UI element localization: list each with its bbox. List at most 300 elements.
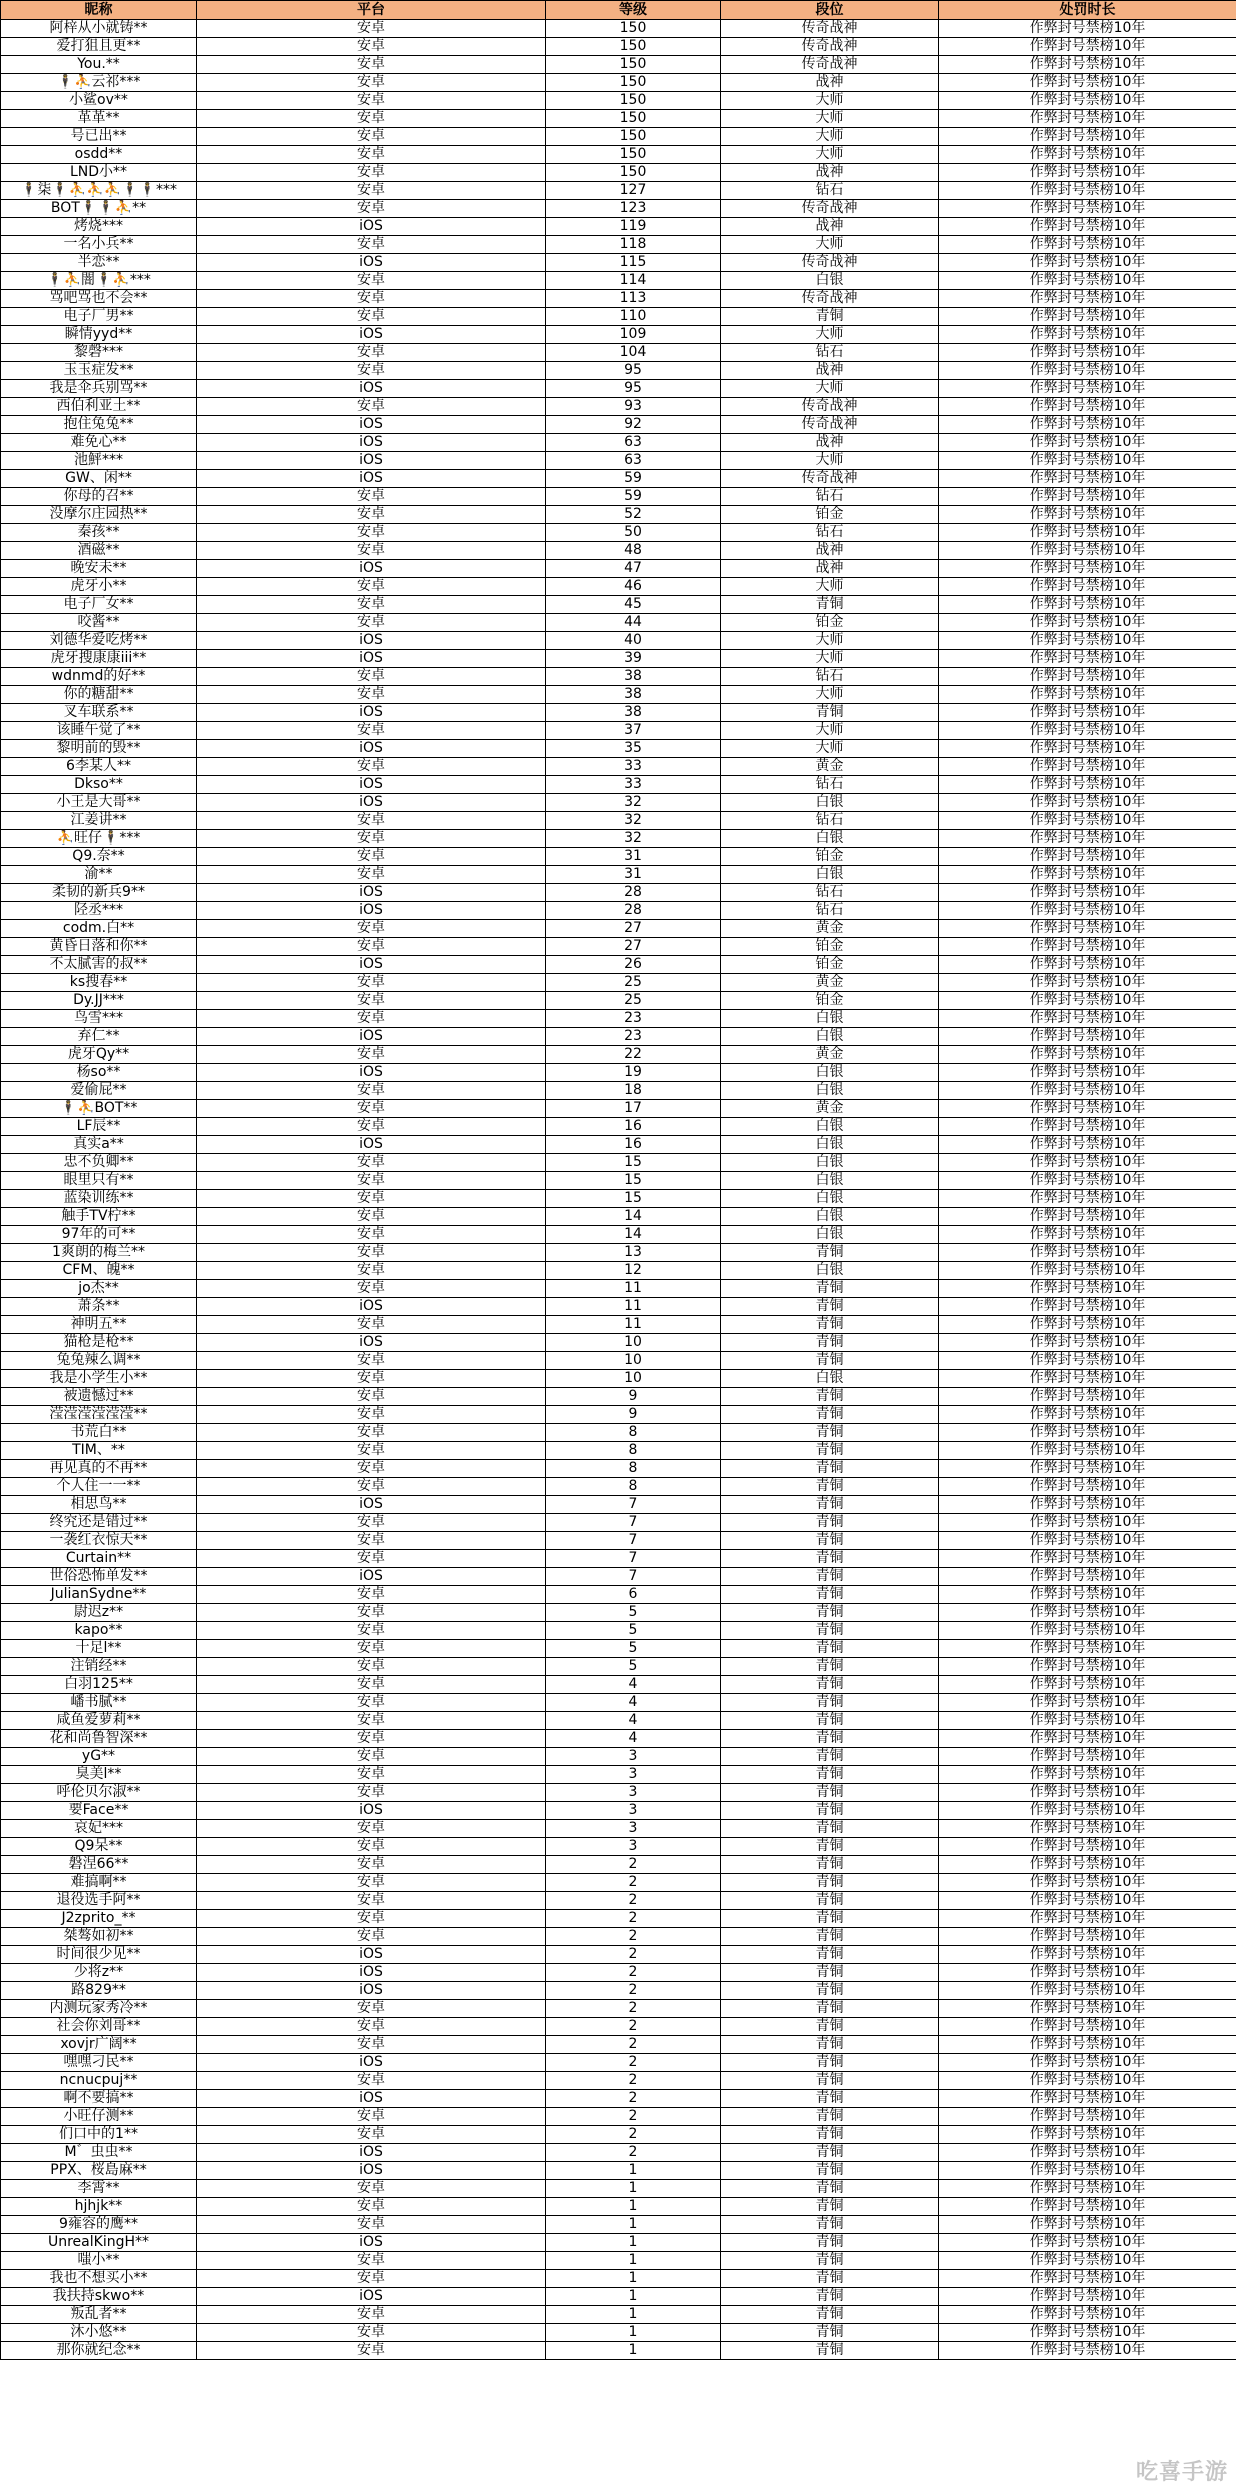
platform-cell: iOS [197, 1964, 546, 1982]
level-cell: 9 [546, 1406, 721, 1424]
table-row [1, 1460, 1236, 1478]
level-cell: 2 [546, 2144, 721, 2162]
level-cell: 150 [546, 74, 721, 92]
penalty-cell: 作弊封号禁榜10年 [939, 1532, 1236, 1550]
platform-cell: 安卓 [197, 1586, 546, 1604]
table-row [1, 272, 1236, 290]
nickname-cell: 十足l** [1, 1640, 197, 1658]
table-row [1, 380, 1236, 398]
platform-cell: 安卓 [197, 1100, 546, 1118]
table-row [1, 38, 1236, 56]
table-row [1, 488, 1236, 506]
platform-cell: iOS [197, 2054, 546, 2072]
nickname-cell: 🕴柒🕴⛹⛹⛹🕴🕴*** [1, 182, 197, 200]
platform-cell: iOS [197, 632, 546, 650]
table-row [1, 1730, 1236, 1748]
rank-cell: 白银 [721, 1190, 939, 1208]
nickname-cell: 爱打狙且更** [1, 38, 197, 56]
table-row [1, 668, 1236, 686]
table-row [1, 506, 1236, 524]
level-cell: 22 [546, 1046, 721, 1064]
table-row [1, 1244, 1236, 1262]
platform-cell: 安卓 [197, 2036, 546, 2054]
rank-cell: 青铜 [721, 1334, 939, 1352]
rank-cell: 青铜 [721, 2108, 939, 2126]
platform-cell: iOS [197, 1064, 546, 1082]
penalty-cell: 作弊封号禁榜10年 [939, 38, 1236, 56]
nickname-cell: 没摩尔庄园热** [1, 506, 197, 524]
penalty-cell: 作弊封号禁榜10年 [939, 2324, 1236, 2342]
penalty-cell: 作弊封号禁榜10年 [939, 866, 1236, 884]
level-cell: 8 [546, 1424, 721, 1442]
rank-cell: 大师 [721, 632, 939, 650]
level-cell: 32 [546, 812, 721, 830]
penalty-cell: 作弊封号禁榜10年 [939, 470, 1236, 488]
penalty-cell: 作弊封号禁榜10年 [939, 1082, 1236, 1100]
table-row [1, 254, 1236, 272]
platform-cell: 安卓 [197, 1352, 546, 1370]
rank-cell: 青铜 [721, 1982, 939, 2000]
penalty-cell: 作弊封号禁榜10年 [939, 362, 1236, 380]
platform-cell: 安卓 [197, 236, 546, 254]
nickname-cell: 鸟雪*** [1, 1010, 197, 1028]
platform-cell: 安卓 [197, 1388, 546, 1406]
platform-cell: 安卓 [197, 848, 546, 866]
platform-cell: 安卓 [197, 1676, 546, 1694]
rank-cell: 青铜 [721, 2036, 939, 2054]
level-cell: 59 [546, 470, 721, 488]
platform-cell: 安卓 [197, 722, 546, 740]
table-row [1, 1190, 1236, 1208]
level-cell: 33 [546, 758, 721, 776]
rank-cell: 青铜 [721, 1694, 939, 1712]
nickname-cell: 嶓书腻** [1, 1694, 197, 1712]
level-cell: 2 [546, 1892, 721, 1910]
level-cell: 3 [546, 1838, 721, 1856]
platform-cell: 安卓 [197, 1550, 546, 1568]
nickname-cell: 沐小悠** [1, 2324, 197, 2342]
table-row [1, 398, 1236, 416]
rank-cell: 大师 [721, 128, 939, 146]
nickname-cell: 虎牙小** [1, 578, 197, 596]
table-row [1, 1658, 1236, 1676]
nickname-cell: J2zprito_** [1, 1910, 197, 1928]
platform-cell: 安卓 [197, 488, 546, 506]
penalty-cell: 作弊封号禁榜10年 [939, 1730, 1236, 1748]
nickname-cell: 神明五** [1, 1316, 197, 1334]
rank-cell: 大师 [721, 578, 939, 596]
penalty-cell: 作弊封号禁榜10年 [939, 2162, 1236, 2180]
platform-cell: 安卓 [197, 398, 546, 416]
platform-cell: 安卓 [197, 524, 546, 542]
penalty-cell: 作弊封号禁榜10年 [939, 200, 1236, 218]
table-row [1, 2234, 1236, 2252]
level-cell: 47 [546, 560, 721, 578]
nickname-cell: 小鲨ov** [1, 92, 197, 110]
penalty-cell: 作弊封号禁榜10年 [939, 2054, 1236, 2072]
platform-cell: 安卓 [197, 1010, 546, 1028]
platform-cell: 安卓 [197, 2180, 546, 2198]
level-cell: 10 [546, 1370, 721, 1388]
table-row [1, 416, 1236, 434]
rank-cell: 大师 [721, 326, 939, 344]
penalty-cell: 作弊封号禁榜10年 [939, 632, 1236, 650]
nickname-cell: 萧条** [1, 1298, 197, 1316]
platform-cell: 安卓 [197, 578, 546, 596]
rank-cell: 青铜 [721, 1478, 939, 1496]
table-row [1, 2216, 1236, 2234]
penalty-cell: 作弊封号禁榜10年 [939, 1676, 1236, 1694]
penalty-cell: 作弊封号禁榜10年 [939, 1388, 1236, 1406]
level-cell: 114 [546, 272, 721, 290]
rank-cell: 青铜 [721, 596, 939, 614]
level-cell: 8 [546, 1442, 721, 1460]
level-cell: 109 [546, 326, 721, 344]
rank-cell: 白银 [721, 1028, 939, 1046]
nickname-cell: 陉丞*** [1, 902, 197, 920]
penalty-cell: 作弊封号禁榜10年 [939, 812, 1236, 830]
platform-cell: 安卓 [197, 668, 546, 686]
nickname-cell: 一袭红衣惊天** [1, 1532, 197, 1550]
nickname-cell: 黎磬*** [1, 344, 197, 362]
rank-cell: 青铜 [721, 1244, 939, 1262]
level-cell: 63 [546, 452, 721, 470]
table-row [1, 344, 1236, 362]
nickname-cell: 9雍容的鹰** [1, 2216, 197, 2234]
platform-cell: 安卓 [197, 1766, 546, 1784]
platform-cell: iOS [197, 470, 546, 488]
platform-cell: 安卓 [197, 1244, 546, 1262]
nickname-cell: 书荒白** [1, 1424, 197, 1442]
rank-cell: 钻石 [721, 902, 939, 920]
nickname-cell: M゛虫虫** [1, 2144, 197, 2162]
rank-cell: 传奇战神 [721, 56, 939, 74]
rank-cell: 青铜 [721, 2324, 939, 2342]
table-row [1, 326, 1236, 344]
rank-cell: 青铜 [721, 1946, 939, 1964]
table-row [1, 956, 1236, 974]
nickname-cell: 小王是大哥** [1, 794, 197, 812]
platform-cell: 安卓 [197, 200, 546, 218]
level-cell: 150 [546, 38, 721, 56]
platform-cell: iOS [197, 380, 546, 398]
level-cell: 150 [546, 92, 721, 110]
platform-cell: iOS [197, 434, 546, 452]
nickname-cell: 我是伞兵别骂** [1, 380, 197, 398]
nickname-cell: 池鮃*** [1, 452, 197, 470]
penalty-cell: 作弊封号禁榜10年 [939, 1370, 1236, 1388]
penalty-cell: 作弊封号禁榜10年 [939, 1064, 1236, 1082]
table-row [1, 794, 1236, 812]
penalty-cell: 作弊封号禁榜10年 [939, 1172, 1236, 1190]
table-row [1, 1964, 1236, 1982]
level-cell: 2 [546, 2054, 721, 2072]
level-cell: 37 [546, 722, 721, 740]
column-header-nickname: 昵称 [1, 1, 197, 20]
level-cell: 11 [546, 1316, 721, 1334]
nickname-cell: 时间很少见** [1, 1946, 197, 1964]
rank-cell: 青铜 [721, 1658, 939, 1676]
rank-cell: 青铜 [721, 1424, 939, 1442]
rank-cell: 战神 [721, 434, 939, 452]
platform-cell: iOS [197, 2288, 546, 2306]
nickname-cell: yG** [1, 1748, 197, 1766]
nickname-cell: 社会你刘哥** [1, 2018, 197, 2036]
level-cell: 32 [546, 830, 721, 848]
platform-cell: iOS [197, 1334, 546, 1352]
platform-cell: 安卓 [197, 362, 546, 380]
penalty-cell: 作弊封号禁榜10年 [939, 848, 1236, 866]
table-row [1, 1586, 1236, 1604]
level-cell: 7 [546, 1496, 721, 1514]
penalty-cell: 作弊封号禁榜10年 [939, 704, 1236, 722]
penalty-cell: 作弊封号禁榜10年 [939, 380, 1236, 398]
penalty-cell: 作弊封号禁榜10年 [939, 1694, 1236, 1712]
table-row [1, 92, 1236, 110]
penalty-cell: 作弊封号禁榜10年 [939, 1280, 1236, 1298]
table-row [1, 1982, 1236, 2000]
table-row [1, 434, 1236, 452]
penalty-cell: 作弊封号禁榜10年 [939, 2090, 1236, 2108]
level-cell: 1 [546, 2216, 721, 2234]
penalty-cell: 作弊封号禁榜10年 [939, 974, 1236, 992]
rank-cell: 青铜 [721, 2234, 939, 2252]
nickname-cell: Curtain** [1, 1550, 197, 1568]
nickname-cell: ncnucpuj** [1, 2072, 197, 2090]
level-cell: 3 [546, 1748, 721, 1766]
nickname-cell: 玉玉症发** [1, 362, 197, 380]
table-row [1, 218, 1236, 236]
level-cell: 5 [546, 1658, 721, 1676]
level-cell: 38 [546, 704, 721, 722]
level-cell: 4 [546, 1694, 721, 1712]
penalty-cell: 作弊封号禁榜10年 [939, 182, 1236, 200]
table-row [1, 614, 1236, 632]
penalty-cell: 作弊封号禁榜10年 [939, 1298, 1236, 1316]
penalty-cell: 作弊封号禁榜10年 [939, 1424, 1236, 1442]
level-cell: 2 [546, 1982, 721, 2000]
table-row [1, 1874, 1236, 1892]
rank-cell: 青铜 [721, 2018, 939, 2036]
table-row [1, 902, 1236, 920]
level-cell: 16 [546, 1118, 721, 1136]
table-row [1, 1550, 1236, 1568]
rank-cell: 传奇战神 [721, 200, 939, 218]
platform-cell: 安卓 [197, 2126, 546, 2144]
platform-cell: 安卓 [197, 1154, 546, 1172]
platform-cell: 安卓 [197, 1784, 546, 1802]
rank-cell: 传奇战神 [721, 254, 939, 272]
rank-cell: 青铜 [721, 1352, 939, 1370]
rank-cell: 青铜 [721, 1496, 939, 1514]
rank-cell: 铂金 [721, 956, 939, 974]
nickname-cell: 骂吧骂也不会** [1, 290, 197, 308]
rank-cell: 白银 [721, 272, 939, 290]
level-cell: 44 [546, 614, 721, 632]
nickname-cell: 路829** [1, 1982, 197, 2000]
table-row [1, 200, 1236, 218]
penalty-cell: 作弊封号禁榜10年 [939, 506, 1236, 524]
rank-cell: 黄金 [721, 1100, 939, 1118]
nickname-cell: 弃仁** [1, 1028, 197, 1046]
table-row [1, 1442, 1236, 1460]
penalty-cell: 作弊封号禁榜10年 [939, 2000, 1236, 2018]
platform-cell: 安卓 [197, 1172, 546, 1190]
platform-cell: iOS [197, 1496, 546, 1514]
nickname-cell: 🕴⛹BOT** [1, 1100, 197, 1118]
rank-cell: 大师 [721, 722, 939, 740]
nickname-cell: 黎明前的毁** [1, 740, 197, 758]
penalty-cell: 作弊封号禁榜10年 [939, 794, 1236, 812]
platform-cell: 安卓 [197, 1892, 546, 1910]
rank-cell: 青铜 [721, 1802, 939, 1820]
penalty-cell: 作弊封号禁榜10年 [939, 776, 1236, 794]
level-cell: 113 [546, 290, 721, 308]
platform-cell: 安卓 [197, 1208, 546, 1226]
nickname-cell: 江姜讲** [1, 812, 197, 830]
table-row [1, 1370, 1236, 1388]
platform-cell: iOS [197, 326, 546, 344]
nickname-cell: Q9.奈** [1, 848, 197, 866]
level-cell: 150 [546, 20, 721, 38]
nickname-cell: 号已出** [1, 128, 197, 146]
table-row [1, 596, 1236, 614]
rank-cell: 战神 [721, 560, 939, 578]
level-cell: 3 [546, 1784, 721, 1802]
level-cell: 1 [546, 2198, 721, 2216]
platform-cell: 安卓 [197, 1640, 546, 1658]
level-cell: 1 [546, 2234, 721, 2252]
rank-cell: 青铜 [721, 1748, 939, 1766]
nickname-cell: jo杰** [1, 1280, 197, 1298]
rank-cell: 青铜 [721, 1874, 939, 1892]
penalty-cell: 作弊封号禁榜10年 [939, 1946, 1236, 1964]
level-cell: 28 [546, 884, 721, 902]
platform-cell: iOS [197, 884, 546, 902]
table-row [1, 1946, 1236, 1964]
level-cell: 2 [546, 2018, 721, 2036]
level-cell: 38 [546, 686, 721, 704]
rank-cell: 大师 [721, 686, 939, 704]
nickname-cell: 眼里只有** [1, 1172, 197, 1190]
level-cell: 27 [546, 920, 721, 938]
table-row [1, 1100, 1236, 1118]
rank-cell: 传奇战神 [721, 20, 939, 38]
penalty-cell: 作弊封号禁榜10年 [939, 524, 1236, 542]
table-row [1, 1802, 1236, 1820]
nickname-cell: 滢滢滢滢滢滢** [1, 1406, 197, 1424]
nickname-cell: 被遗憾过** [1, 1388, 197, 1406]
rank-cell: 青铜 [721, 1892, 939, 1910]
rank-cell: 传奇战神 [721, 416, 939, 434]
nickname-cell: 杨so** [1, 1064, 197, 1082]
level-cell: 4 [546, 1676, 721, 1694]
table-row [1, 1280, 1236, 1298]
level-cell: 119 [546, 218, 721, 236]
rank-cell: 铂金 [721, 614, 939, 632]
rank-cell: 青铜 [721, 1838, 939, 1856]
penalty-cell: 作弊封号禁榜10年 [939, 650, 1236, 668]
penalty-cell: 作弊封号禁榜10年 [939, 1190, 1236, 1208]
nickname-cell: 臭美l** [1, 1766, 197, 1784]
penalty-cell: 作弊封号禁榜10年 [939, 2198, 1236, 2216]
rank-cell: 钻石 [721, 812, 939, 830]
level-cell: 2 [546, 2072, 721, 2090]
penalty-cell: 作弊封号禁榜10年 [939, 1226, 1236, 1244]
rank-cell: 大师 [721, 380, 939, 398]
platform-cell: iOS [197, 218, 546, 236]
nickname-cell: 秦孩** [1, 524, 197, 542]
rank-cell: 大师 [721, 146, 939, 164]
rank-cell: 白银 [721, 1172, 939, 1190]
platform-cell: iOS [197, 416, 546, 434]
penalty-cell: 作弊封号禁榜10年 [939, 2288, 1236, 2306]
nickname-cell: 桀骜如初** [1, 1928, 197, 1946]
platform-cell: 安卓 [197, 2018, 546, 2036]
level-cell: 25 [546, 974, 721, 992]
level-cell: 2 [546, 1928, 721, 1946]
table-row [1, 2288, 1236, 2306]
level-cell: 3 [546, 1766, 721, 1784]
rank-cell: 青铜 [721, 2270, 939, 2288]
penalty-cell: 作弊封号禁榜10年 [939, 290, 1236, 308]
table-row [1, 2180, 1236, 2198]
table-row [1, 1514, 1236, 1532]
table-row [1, 1748, 1236, 1766]
nickname-cell: 97年的可** [1, 1226, 197, 1244]
platform-cell: 安卓 [197, 2072, 546, 2090]
penalty-cell: 作弊封号禁榜10年 [939, 1514, 1236, 1532]
table-row [1, 740, 1236, 758]
nickname-cell: 我扶持skwo** [1, 2288, 197, 2306]
penalty-cell: 作弊封号禁榜10年 [939, 20, 1236, 38]
rank-cell: 青铜 [721, 1856, 939, 1874]
table-row [1, 128, 1236, 146]
penalty-cell: 作弊封号禁榜10年 [939, 1604, 1236, 1622]
nickname-cell: BOT🕴🕴⛹** [1, 200, 197, 218]
table-row [1, 974, 1236, 992]
level-cell: 1 [546, 2306, 721, 2324]
rank-cell: 战神 [721, 74, 939, 92]
nickname-cell: 难免心** [1, 434, 197, 452]
table-row [1, 1640, 1236, 1658]
rank-cell: 青铜 [721, 1532, 939, 1550]
level-cell: 93 [546, 398, 721, 416]
level-cell: 127 [546, 182, 721, 200]
rank-cell: 传奇战神 [721, 38, 939, 56]
penalty-cell: 作弊封号禁榜10年 [939, 1640, 1236, 1658]
rank-cell: 青铜 [721, 2162, 939, 2180]
rank-cell: 战神 [721, 362, 939, 380]
rank-cell: 青铜 [721, 1514, 939, 1532]
platform-cell: iOS [197, 2090, 546, 2108]
rank-cell: 青铜 [721, 2126, 939, 2144]
table-row [1, 1226, 1236, 1244]
level-cell: 31 [546, 848, 721, 866]
level-cell: 2 [546, 1874, 721, 1892]
table-row [1, 146, 1236, 164]
table-row [1, 2252, 1236, 2270]
table-row [1, 2018, 1236, 2036]
nickname-cell: 西伯利亚土** [1, 398, 197, 416]
table-row [1, 704, 1236, 722]
nickname-cell: 们口中的1** [1, 2126, 197, 2144]
table-row [1, 812, 1236, 830]
penalty-cell: 作弊封号禁榜10年 [939, 1568, 1236, 1586]
penalty-cell: 作弊封号禁榜10年 [939, 2216, 1236, 2234]
table-row [1, 1478, 1236, 1496]
nickname-cell: Dkso** [1, 776, 197, 794]
